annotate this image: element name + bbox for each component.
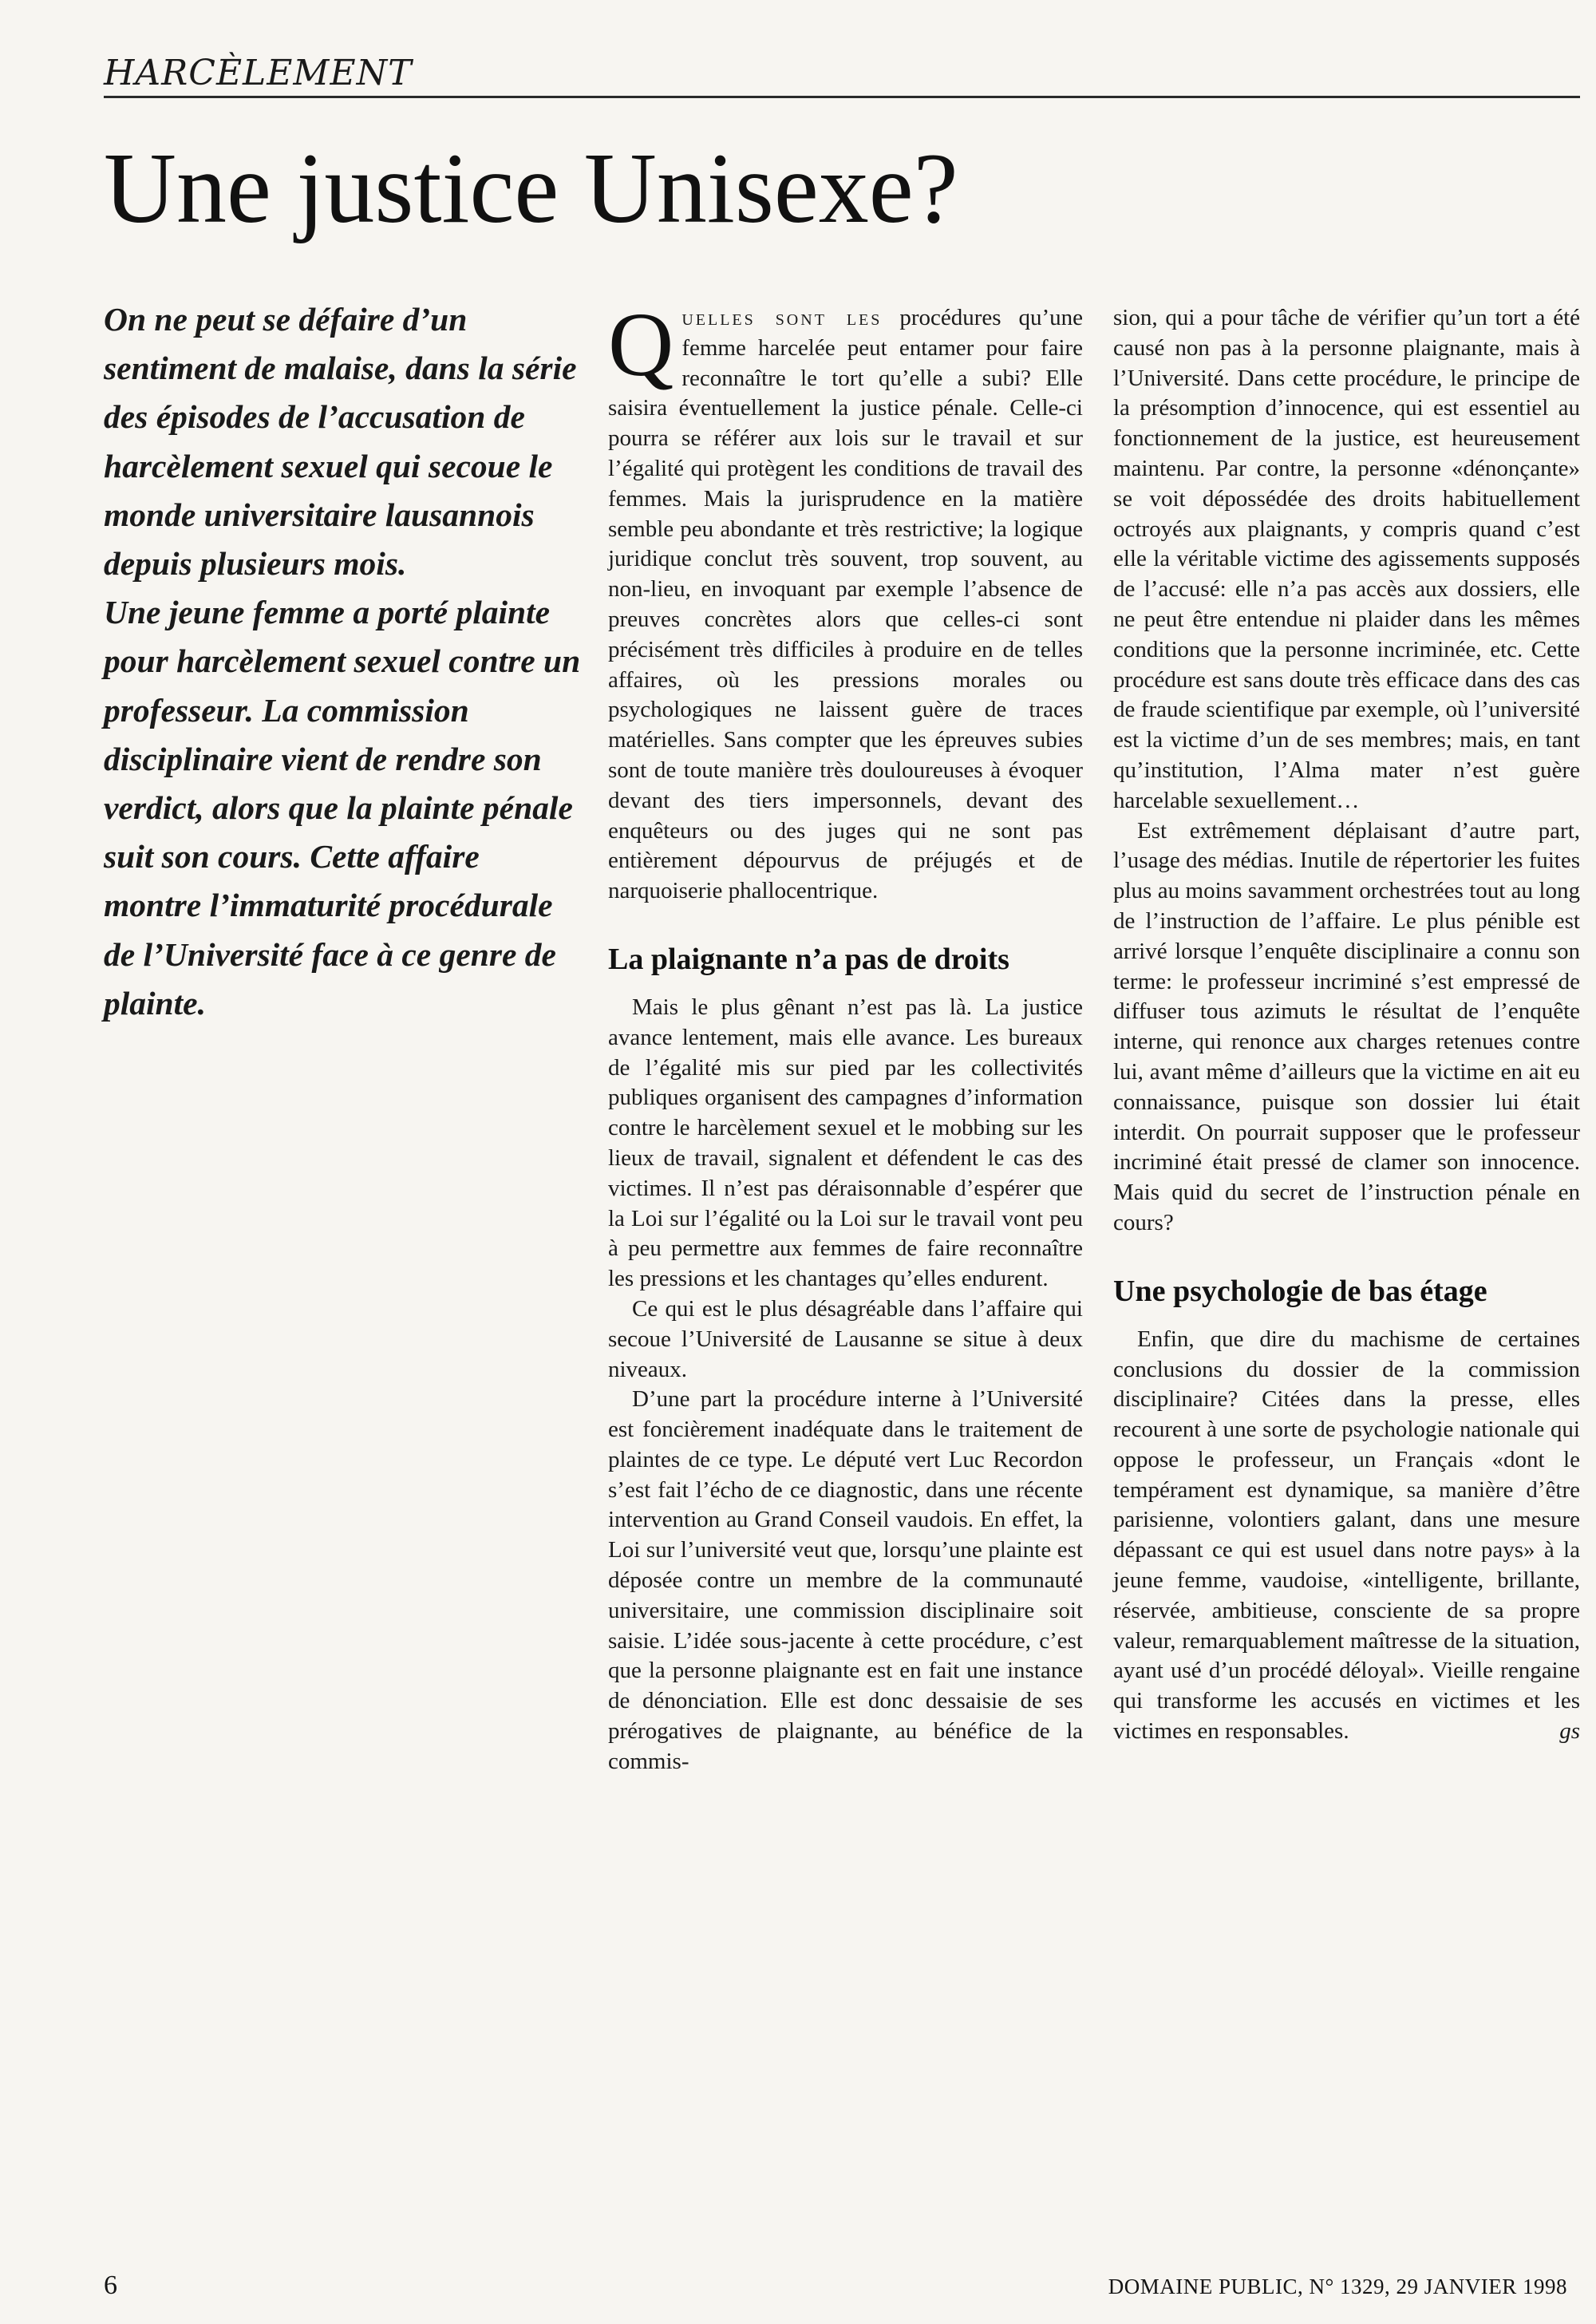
subheading-plaignante: La plaignante n’a pas de droits <box>608 942 1009 976</box>
paragraph-6-text: Enfin, que dire du machisme de certaines conclusions du dossier de la commission disciplinaire? Citées dans la presse, elles recourent à une sorte de psychologie nationale qui oppose le professeur, un Français «dont le tempérament est dynamique, sa manière d’être parisienne, volontiers galant, dans une mesure dépassant ce qui est usuel dans notre pays» à la jeune femme, vaudoise, «intelligente, brillante, réservée, ambitieuse, consciente de sa propre valeur, remarquablement maîtresse de la situation, ayant usé d’un procédé déloyal». Vieille rengaine qui transforme les accusés en victimes et les victimes en responsables. <box>1113 1326 1580 1745</box>
article-column-2 <box>1113 303 1580 1747</box>
paragraph-intro <box>608 294 1084 907</box>
article-title: Une justice Unisexe? <box>104 133 958 244</box>
paragraph-4-continued: sion, qui a pour tâche de vérifier qu’un tort a été causé non pas à la personne plaignante, mais à l’Université. Dans cette procédure, le principe de la présomption d’innocence, qui est essentiel au fonctionnement de la justice, est heureusement maintenu. Par contre, la personne «dénonçante» se voit dépossédée des droits habituellement octroyés aux plaignants, y compris quand c’est elle la véritable victime des agissements supposés de l’accusé: elle n’a pas accès aux dossiers, elle ne peut être entendue ni plaider dans les mêmes conditions que la personne incriminée, etc. Cette procédure est sans doute très efficace dans des cas de fraude scientifique par exemple, où l’université est la victime d’un de ses membres; mais, en tant qu’institution, l’Alma mater n’est guère harcelable sexuellement… <box>1113 305 1580 813</box>
paragraph-6 <box>1113 1325 1580 1747</box>
publication-info: DOMAINE PUBLIC, N° 1329, 29 JANVIER 1998 <box>1108 2275 1567 2298</box>
paragraph-5: Est extrêmement déplaisant d’autre part, l’usage des médias. Inutile de répertorier les fuites plus au moins savamment orchestrées tout au long de l’instruction de l’affaire. Le plus pénible est arrivé lorsque l’enquête disciplinaire a connu son terme: le professeur incriminé s’est empressé de diffuser tous azimuts le résultat de l’enquête interne, qui renonce aux charges retenues contre lui, avant même d’ailleurs que la victime en ait eu connaissance, puisque son dossier lui était interdit. On pourrait supposer que le professeur incriminé était pressé de clamer son innocence. Mais quid du secret de l’instruction pénale en cours? <box>1113 817 1580 1235</box>
lead-small-caps: uelles sont les <box>681 305 883 330</box>
article-column-1 <box>608 294 1084 1777</box>
lead-paragraph-1: On ne peut se défaire d’un sentiment de malaise, dans la série des épisodes de l’accusation de harcèlement sexuel qui secoue le monde universitaire lausannois depuis plusieurs mois. <box>104 301 577 583</box>
section-rubric: HARCÈLEMENT <box>104 53 413 93</box>
article-lead <box>104 295 583 1028</box>
drop-cap: Q <box>608 294 674 395</box>
author-signature: gs <box>1559 1718 1580 1745</box>
page-number: 6 <box>104 2271 117 2300</box>
paragraph-2: Mais le plus gênant n’est pas là. La justice avance lentement, mais elle avance. Les bureaux de l’égalité mis sur pied par les collectivités publiques organisent des campagnes d’information contre le harcèlement sexuel et le mobbing sur les lieux de travail, signalent et défendent le cas des victimes. Il n’est pas déraisonnable d’espérer que la Loi sur l’égalité ou la Loi sur le travail vont peu à peu permettre aux femmes de faire reconnaître les pressions et les chantages qu’elles endurent. <box>608 994 1083 1292</box>
subheading-psychologie: Une psychologie de bas étage <box>1113 1274 1487 1308</box>
header-divider <box>104 96 1580 98</box>
lead-paragraph-2: Une jeune femme a porté plainte pour harcèlement sexuel contre un professeur. La commission disciplinaire vient de rendre son verdict, alors que la plainte pénale suit son cours. Cette affaire montre l’immaturité procédurale de l’Université face à ce genre de plainte. <box>104 594 581 1022</box>
paragraph-intro-text: procédures qu’une femme harcelée peut entamer pour faire reconnaître le tort qu’elle a subi? Elle saisira éventuellement la justice pénale. Celle-ci pourra se référer aux lois sur le travail et sur l’égalité qui protègent les conditions de travail des femmes. Mais la jurisprudence en la matière semble peu abondante et très restrictive; la logique juridique conclut très souvent, trop souvent, au non-lieu, en invoquant par exemple l’absence de preuves concrètes alors que celles-ci sont précisément très difficiles à produire en de telles affaires, où les pressions morales ou psychologiques ne laissent guère de traces matérielles. Sans compter que les épreuves subies sont de toute manière très douloureuses à évoquer devant des tiers impersonnels, devant des enquêteurs ou des juges qui ne sont pas entièrement dépourvus de préjugés et de narquoiserie phallocentrique. <box>608 305 1084 904</box>
paragraph-4: D’une part la procédure interne à l’Université est foncièrement inadéquate dans le traitement de plaintes de ce type. Le député vert Luc Recordon s’est fait l’écho de ce diagnostic, dans une récente intervention au Grand Conseil vaudois. En effet, la Loi sur l’université veut que, lorsqu’une plainte est déposée contre un membre de la communauté universitaire, une commission disciplinaire soit saisie. L’idée sous-jacente à cette procédure, c’est que la personne plaignante est en fait une instance de dénonciation. Elle est donc dessaisie de ses prérogatives de plaignante, au bénéfice de la commis- <box>608 1386 1083 1774</box>
paragraph-3: Ce qui est le plus désagréable dans l’affaire qui secoue l’Université de Lausanne se situe à deux niveaux. <box>608 1295 1083 1382</box>
